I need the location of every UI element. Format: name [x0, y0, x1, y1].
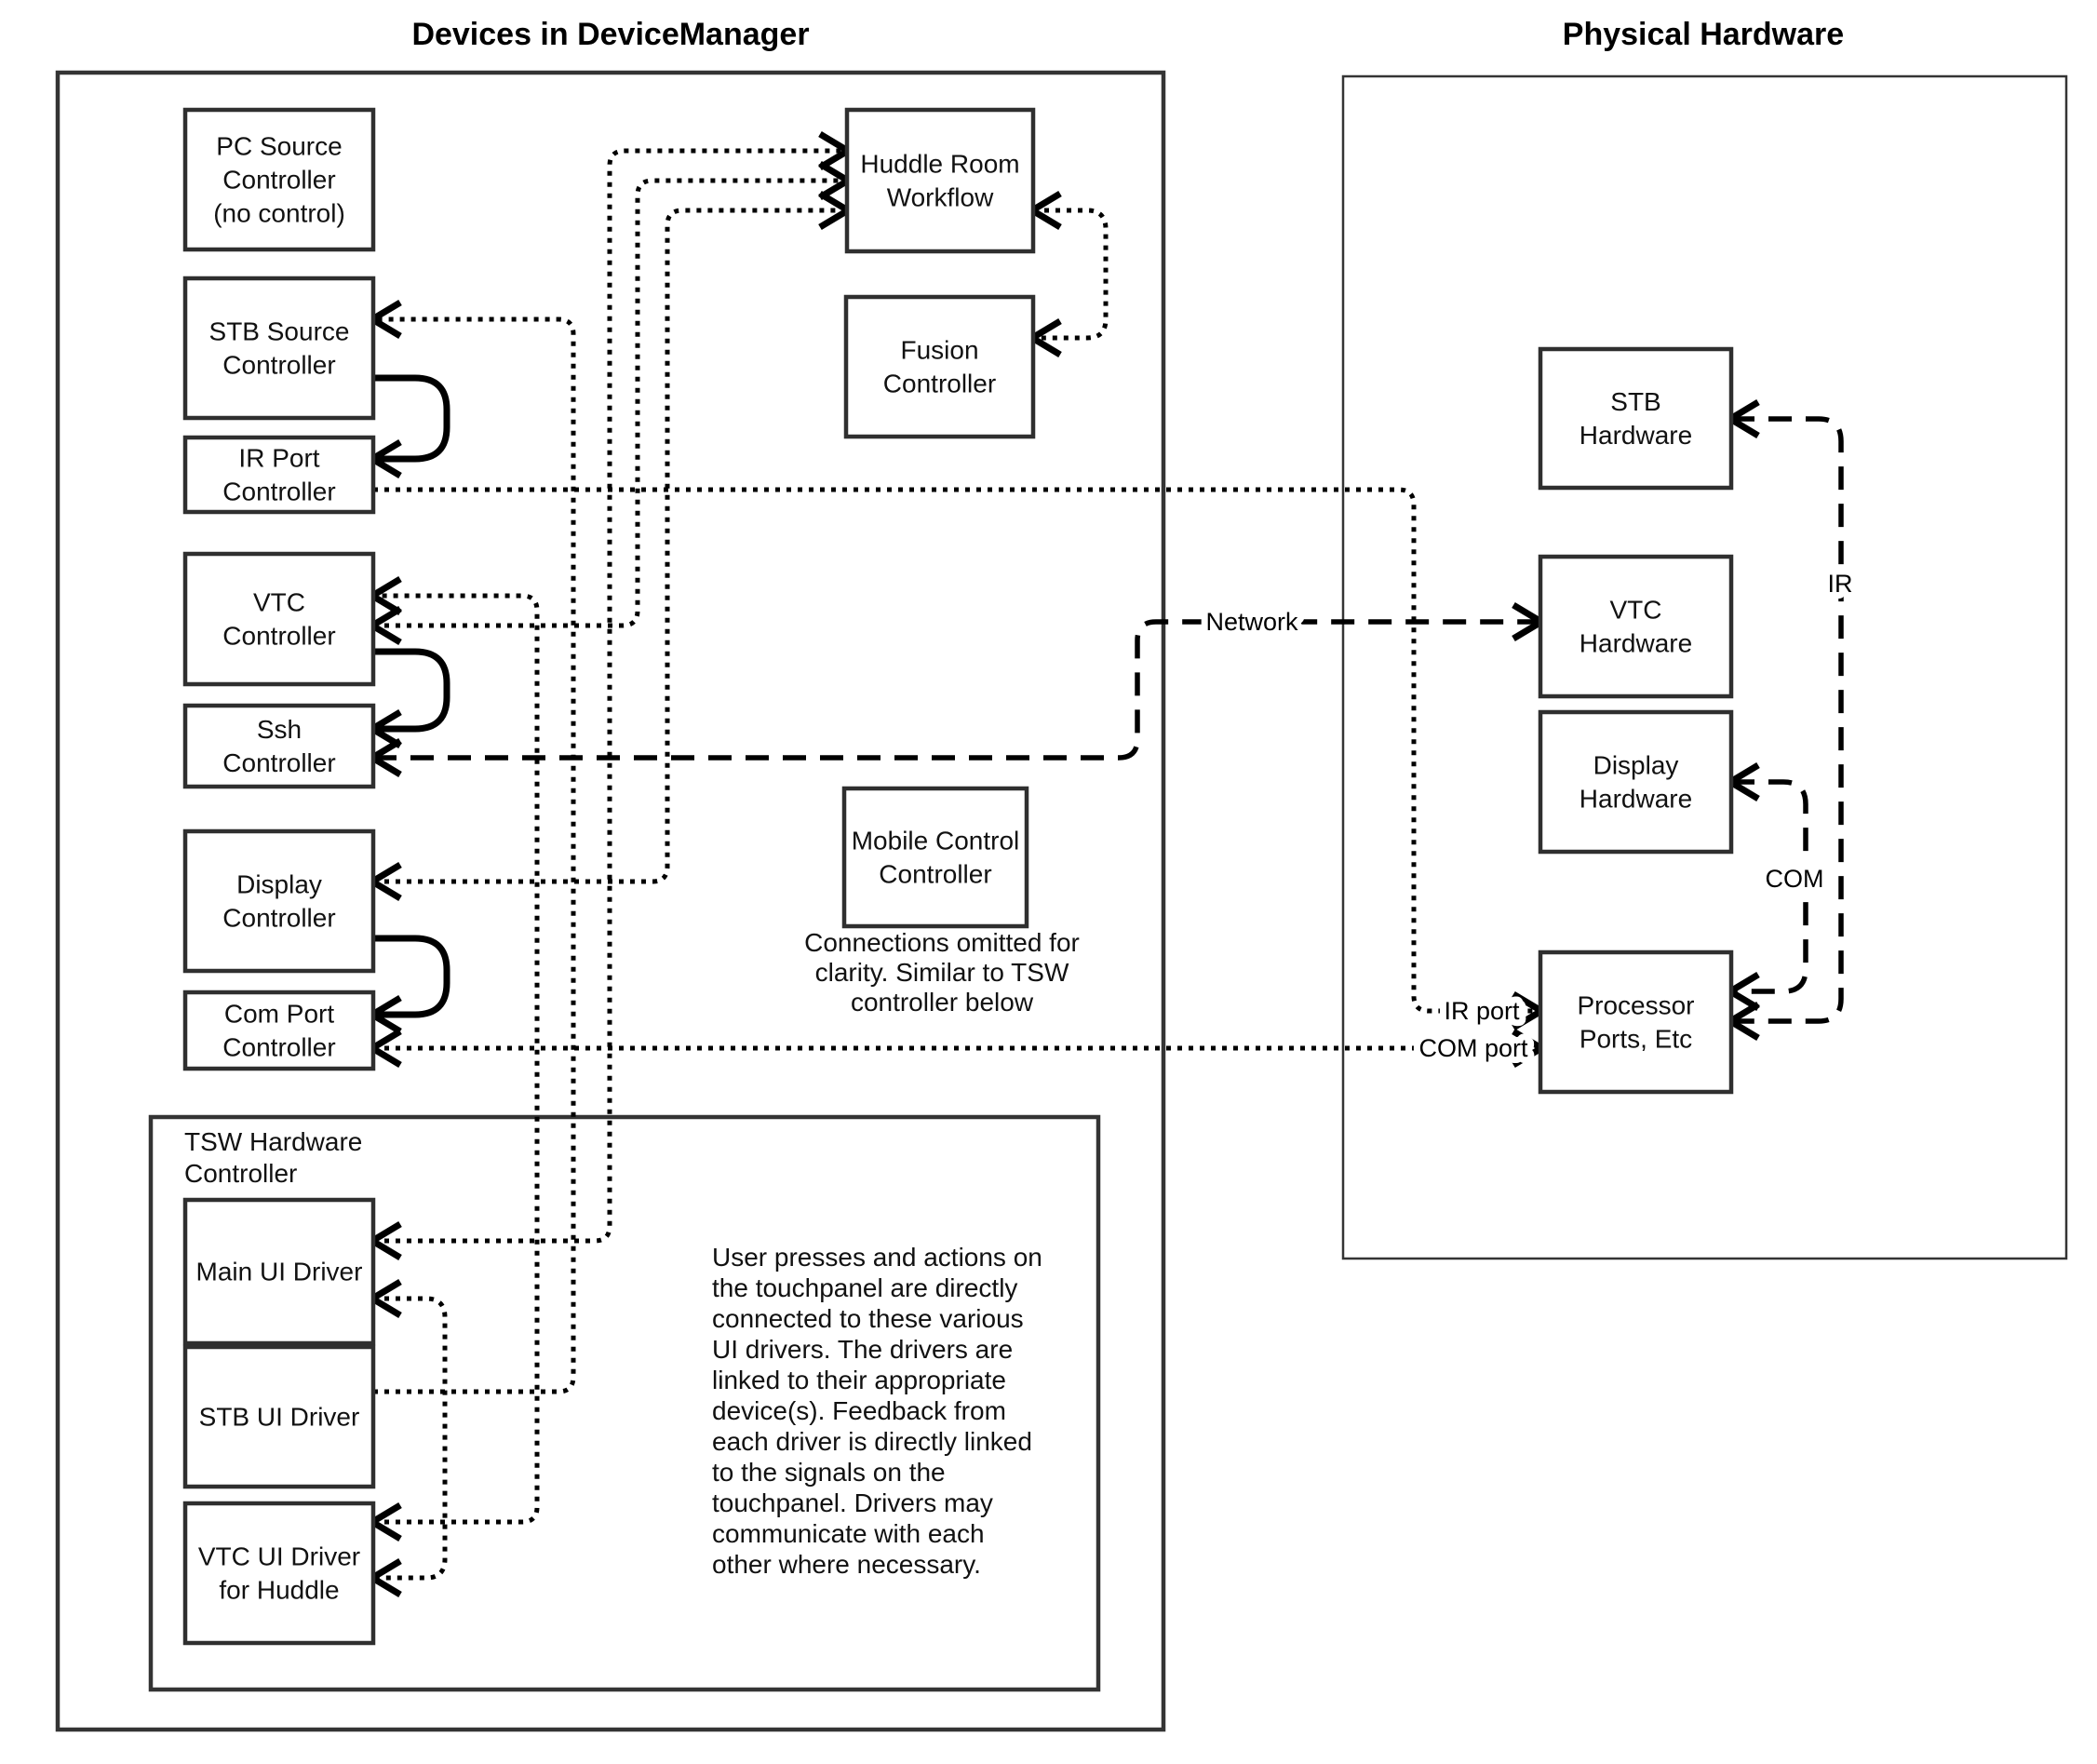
- node-vtc-ui-driver: [185, 1503, 373, 1643]
- tsw-note: touchpanel. Drivers may: [712, 1488, 993, 1517]
- node-stb-hardware-label: STB: [1610, 387, 1661, 416]
- node-fusion-controller-label: Controller: [882, 369, 997, 398]
- mobile-note: Connections omitted for: [804, 928, 1080, 957]
- node-pc-source-controller-label: (no control): [213, 198, 345, 228]
- right-region-title: Physical Hardware: [1562, 17, 1845, 52]
- node-stb-hardware-label: Hardware: [1579, 421, 1693, 450]
- node-pc-source-controller-label: PC Source: [216, 131, 343, 161]
- node-processor-ports: [1540, 952, 1731, 1092]
- edge-label-com-port: COM port: [1418, 1034, 1528, 1062]
- edge-label-network: Network: [1205, 608, 1298, 636]
- node-huddle-room-workflow-label: Huddle Room: [860, 149, 1020, 179]
- node-ir-port-controller-label: Controller: [222, 477, 336, 506]
- tsw-note: device(s). Feedback from: [712, 1396, 1006, 1425]
- node-com-port-controller-label: Com Port: [223, 999, 335, 1029]
- node-display-hardware-label: Hardware: [1579, 784, 1693, 814]
- tsw-note: each driver is directly linked: [712, 1427, 1032, 1456]
- node-vtc-ui-driver-label: VTC UI Driver: [197, 1542, 361, 1571]
- node-display-controller-label: Controller: [222, 903, 336, 933]
- node-stb-source-controller-label: STB Source: [208, 316, 350, 346]
- tsw-note: connected to these various: [712, 1304, 1024, 1333]
- node-vtc-controller: [185, 554, 373, 684]
- tsw-note: linked to their appropriate: [712, 1366, 1006, 1394]
- node-fusion-controller: [846, 297, 1033, 437]
- node-fusion-controller-label: Fusion: [900, 335, 979, 365]
- mobile-note: clarity. Similar to TSW: [814, 958, 1069, 987]
- tsw-note: to the signals on the: [712, 1458, 946, 1487]
- node-main-ui-driver-label: Main UI Driver: [195, 1257, 363, 1286]
- node-huddle-room-workflow: [847, 110, 1033, 251]
- node-display-hardware-label: Display: [1593, 750, 1679, 780]
- node-ir-port-controller-label: IR Port: [238, 443, 320, 473]
- node-pc-source-controller-label: Controller: [222, 165, 336, 195]
- node-vtc-hardware-label: Hardware: [1579, 628, 1693, 658]
- node-ssh-controller-label: Controller: [222, 748, 336, 777]
- tsw-note: the touchpanel are directly: [712, 1273, 1018, 1302]
- node-vtc-hardware-label: VTC: [1609, 595, 1662, 625]
- tsw-note: UI drivers. The drivers are: [712, 1335, 1014, 1364]
- node-vtc-hardware: [1540, 557, 1731, 696]
- node-stb-source-controller: [185, 278, 373, 418]
- node-stb-source-controller-label: Controller: [222, 350, 336, 380]
- node-display-controller-label: Display: [236, 869, 322, 899]
- node-mobile-control-controller: [844, 788, 1027, 926]
- tsw-note: User presses and actions on: [712, 1243, 1042, 1272]
- node-mobile-control-controller-label: Controller: [879, 859, 992, 889]
- node-com-port-controller-label: Controller: [222, 1032, 336, 1062]
- node-stb-ui-driver-label: STB UI Driver: [198, 1402, 360, 1432]
- node-display-controller: [185, 831, 373, 971]
- node-processor-ports-label: Ports, Etc: [1579, 1024, 1693, 1054]
- tsw-hardware-controller-box-label: Controller: [184, 1159, 298, 1188]
- node-ssh-controller-label: Ssh: [256, 715, 302, 744]
- left-region-title: Devices in DeviceManager: [411, 17, 810, 52]
- node-vtc-ui-driver-label: for Huddle: [219, 1575, 340, 1605]
- tsw-note: communicate with each: [712, 1519, 985, 1548]
- tsw-hardware-controller-box-label: TSW Hardware: [184, 1127, 363, 1156]
- edge-label-ir-port: IR port: [1444, 997, 1520, 1025]
- tsw-note: other where necessary.: [712, 1550, 981, 1579]
- node-vtc-controller-label: Controller: [222, 621, 336, 651]
- node-processor-ports-label: Processor: [1577, 990, 1695, 1020]
- edge-label-ir: IR: [1827, 570, 1853, 598]
- mobile-note: controller below: [850, 988, 1034, 1017]
- node-mobile-control-controller-label: Mobile Control: [851, 826, 1020, 855]
- node-vtc-controller-label: VTC: [253, 587, 305, 617]
- node-huddle-room-workflow-label: Workflow: [886, 182, 994, 212]
- node-stb-hardware: [1540, 349, 1731, 488]
- edge-label-com: COM: [1765, 865, 1824, 893]
- node-display-hardware: [1540, 712, 1731, 852]
